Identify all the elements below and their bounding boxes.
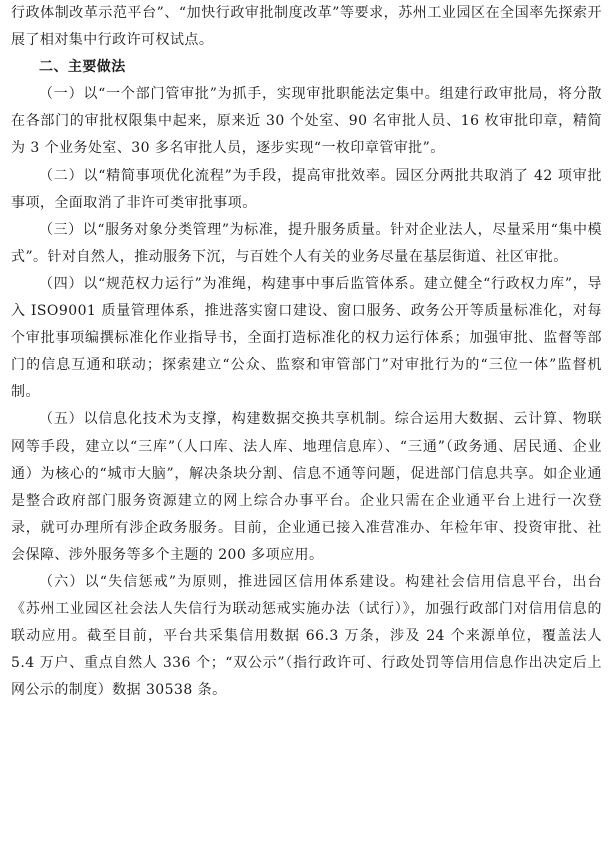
paragraph-1: （一）以“一个部门管审批”为抓手，实现审批职能法定集中。组建行政审批局，将分散在各部门的审批权限集中起来，原来近 30 个处室、90 名审批人员、16 枚审批印章，精简为 3 个业务处室、30 多名审批人员，逐步实现“一枚印章管审批”。 xyxy=(11,86,602,157)
section-heading: 二、主要做法 xyxy=(39,59,126,76)
paragraph-3: （三）以“服务对象分类管理”为标准，提升服务质量。针对企业法人，尽量采用“集中模式”。针对自然人，推动服务下沉，与百姓个人有关的业务尽量在基层街道、社区审批。 xyxy=(11,221,602,265)
paragraph-4: （四）以“规范权力运行”为准绳，构建事中事后监管体系。建立健全“行政权力库”，导入 ISO9001 质量管理体系，推进落实窗口建设、窗口服务、政务公开等质量标准化，对每个审批事项编撰标准化作业指导书，全面打造标准化的权力运行体系；加强审批、监督等部门的信息互通和联动；探索建立“公众、监察和审管部门”对审批行为的“三位一体”监督机制。 xyxy=(11,275,602,401)
paragraph-5: （五）以信息化技术为支撑，构建数据交换共享机制。综合运用大数据、云计算、物联网等手段，建立以“三库”（人口库、法人库、地理信息库）、“三通”（政务通、居民通、企业通）为核心的“城市大脑”，解决条块分割、信息不通等问题，促进部门信息共享。如企业通是整合政府部门服务资源建立的网上综合办事平台。企业只需在企业通平台上进行一次登录，就可办理所有涉企政务服务。目前，企业通已接入准营准办、年检年审、投资审批、社会保障、涉外服务等多个主题的 200 多项应用。 xyxy=(11,411,602,563)
intro-paragraph: 行政体制改革示范平台”、“加快行政审批制度改革”等要求，苏州工业园区在全国率先探索开展了相对集中行政许可权试点。 xyxy=(11,5,602,49)
paragraph-6: （六）以“失信惩戒”为原则，推进园区信用体系建设。构建社会信用信息平台，出台《苏州工业园区社会法人失信行为联动惩戒实施办法（试行）》，加强行政部门对信用信息的联动应用。截至目前，平台共采集信用数据 66.3 万条，涉及 24 个来源单位，覆盖法人 5.4 万户、重点自然人 336 个；“双公示”（指行政许可、行政处罚等信用信息作出决定后上网公示的制度）数据 30538 条。 xyxy=(11,573,602,699)
paragraph-2: （二）以“精简事项优化流程”为手段，提高审批效率。园区分两批共取消了 42 项审批事项，全面取消了非许可类审批事项。 xyxy=(11,167,602,211)
